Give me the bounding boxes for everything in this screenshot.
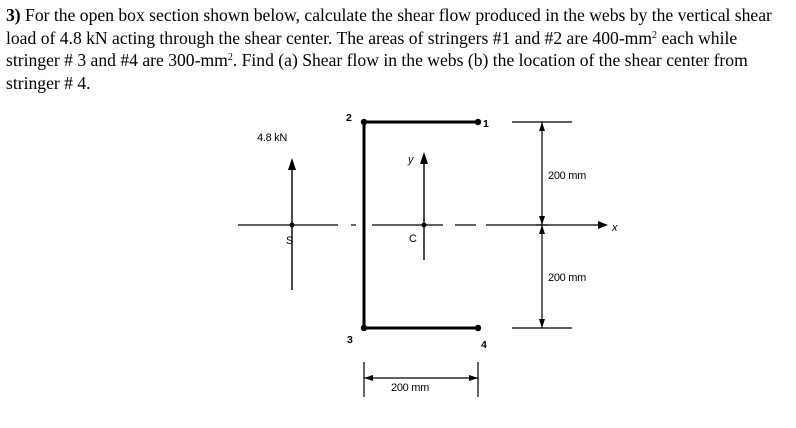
lower-height-label: 200 mm — [548, 272, 586, 284]
y-axis-arrowhead — [420, 152, 428, 164]
stringer-1 — [475, 119, 481, 125]
height-dim-arrow-bottom — [539, 319, 545, 328]
stringer-2-label: 2 — [346, 112, 352, 124]
shear-center-label: S — [286, 235, 294, 247]
x-axis-label: x — [612, 222, 618, 234]
height-dim-arrow-mid-down — [539, 225, 545, 234]
height-dim-arrow-mid-up — [539, 216, 545, 225]
superscript-2-first: 2 — [652, 29, 658, 41]
x-axis-arrowhead — [598, 221, 608, 229]
width-dim-arrow-right — [469, 375, 478, 381]
shear-center-point — [290, 223, 295, 228]
upper-height-label: 200 mm — [548, 170, 586, 182]
centroid-label: C — [409, 233, 417, 245]
stringer-4 — [475, 325, 481, 331]
stringer-3 — [361, 325, 367, 331]
stringer-3-label: 3 — [347, 334, 353, 346]
problem-number: 3) — [6, 5, 21, 25]
load-arrowhead — [288, 158, 296, 170]
width-label: 200 mm — [391, 382, 429, 394]
load-label: 4.8 kN — [257, 132, 287, 144]
height-dim-arrow-top — [539, 122, 545, 131]
width-dim-arrow-left — [364, 375, 373, 381]
problem-text-part-1: For the open box section shown below, calculate the shear flow produced in the webs by the vertical shear load of 4.8 kN acting through the shear center. The areas of stringers #1 and #2 are 400-mm — [6, 5, 772, 48]
centroid-point — [422, 223, 427, 228]
problem-text-part-2: each while stringer # 3 and #4 are 300-mm — [6, 27, 738, 70]
y-axis-label: y — [408, 154, 414, 166]
superscript-2-second: 2 — [227, 52, 233, 63]
problem-text-part-3: . Find (a) Shear flow in the webs (b) the location of the shear center from stringer # 4. — [6, 50, 748, 93]
stringer-2 — [361, 119, 367, 125]
stringer-4-label: 4 — [481, 339, 487, 351]
stringer-1-label: 1 — [483, 118, 489, 130]
